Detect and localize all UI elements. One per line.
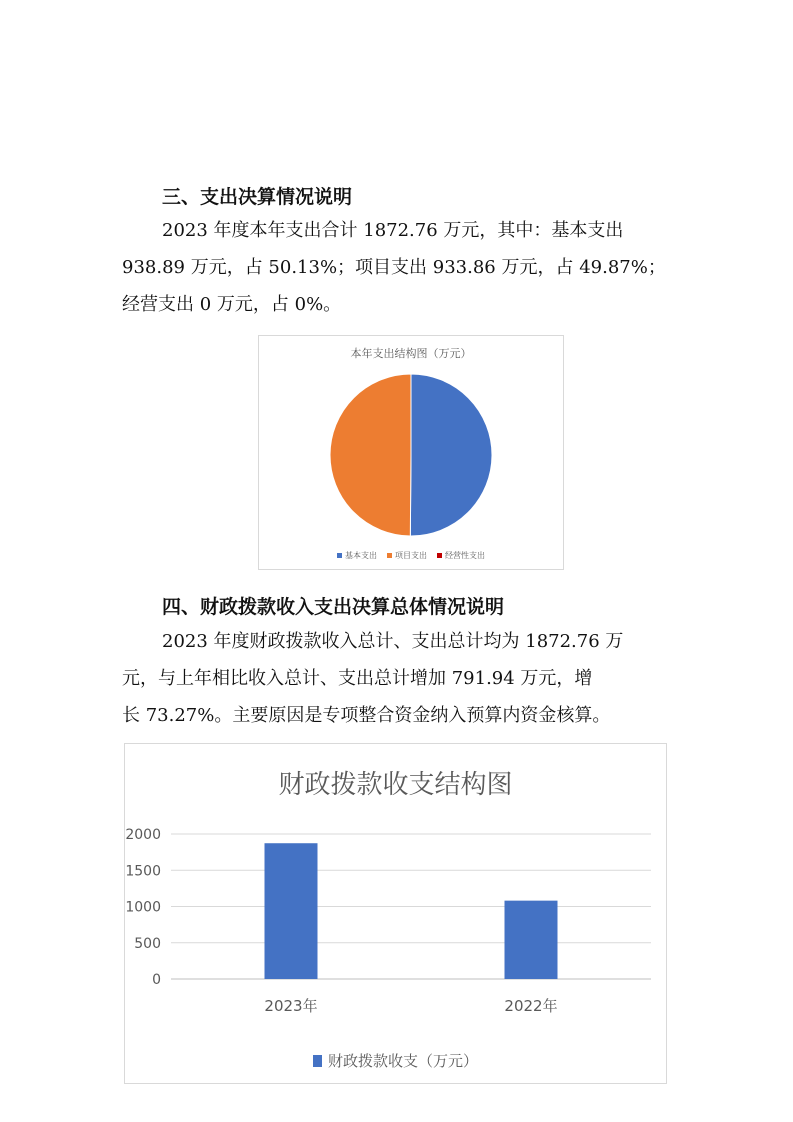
section4-line-3: 长 73.27%。主要原因是专项整合资金纳入预算内资金核算。 <box>122 705 611 726</box>
bar-x-tick-label: 2022年 <box>504 997 558 1015</box>
pie-chart <box>258 335 564 570</box>
pie-legend-swatch-operating <box>437 553 442 558</box>
section4-line-1: 2023 年度财政拨款收入总计、支出总计均为 1872.76 万 <box>162 631 624 652</box>
bar-x-tick-label: 2023年 <box>264 997 318 1015</box>
bar-chart <box>124 743 667 1084</box>
section3-line-1: 2023 年度本年支出合计 1872.76 万元，其中：基本支出 <box>162 220 624 241</box>
bar-y-tick-label: 0 <box>152 972 161 988</box>
bar-chart-title: 财政拨款收支结构图 <box>278 770 513 800</box>
bar-y-tick-label: 1500 <box>125 863 161 880</box>
pie-legend-item-basic <box>337 550 377 561</box>
bar-y-tick-label: 1000 <box>125 899 161 916</box>
section4-heading: 四、财政拨款收入支出决算总体情况说明 <box>162 596 505 618</box>
pie-legend-label-project: 项目支出 <box>395 551 427 560</box>
pie-legend-label-basic: 基本支出 <box>345 551 377 560</box>
bar-chart-svg <box>125 744 666 1083</box>
pie-slice-0 <box>410 374 492 536</box>
bar-legend <box>125 1050 666 1071</box>
pie-legend-item-project <box>387 550 427 561</box>
section3-line-3: 经营支出 0 万元，占 0%。 <box>122 294 342 315</box>
pie-legend-label-operating: 经营性支出 <box>445 551 485 560</box>
section3-heading: 三、支出决算情况说明 <box>162 186 353 208</box>
section4-line-2: 元，与上年相比收入总计、支出总计增加 791.94 万元，增 <box>122 668 593 689</box>
bar-legend-label: 财政拨款收支（万元） <box>327 1052 478 1070</box>
pie-legend <box>259 550 563 561</box>
pie-legend-swatch-project <box>387 553 392 558</box>
bar-1 <box>505 901 558 979</box>
pie-chart-title: 本年支出结构图（万元） <box>350 347 472 360</box>
pie-legend-item-operating <box>437 550 485 561</box>
pie-chart-svg <box>259 336 563 569</box>
pie-slice-1 <box>330 374 411 536</box>
bar-0 <box>265 843 318 979</box>
section3-line-2: 938.89 万元，占 50.13%；项目支出 933.86 万元，占 49.87%； <box>122 257 666 278</box>
bar-legend-swatch <box>313 1055 322 1067</box>
bar-y-tick-label: 500 <box>134 935 161 952</box>
pie-legend-swatch-basic <box>337 553 342 558</box>
bar-y-tick-label: 2000 <box>125 827 161 843</box>
